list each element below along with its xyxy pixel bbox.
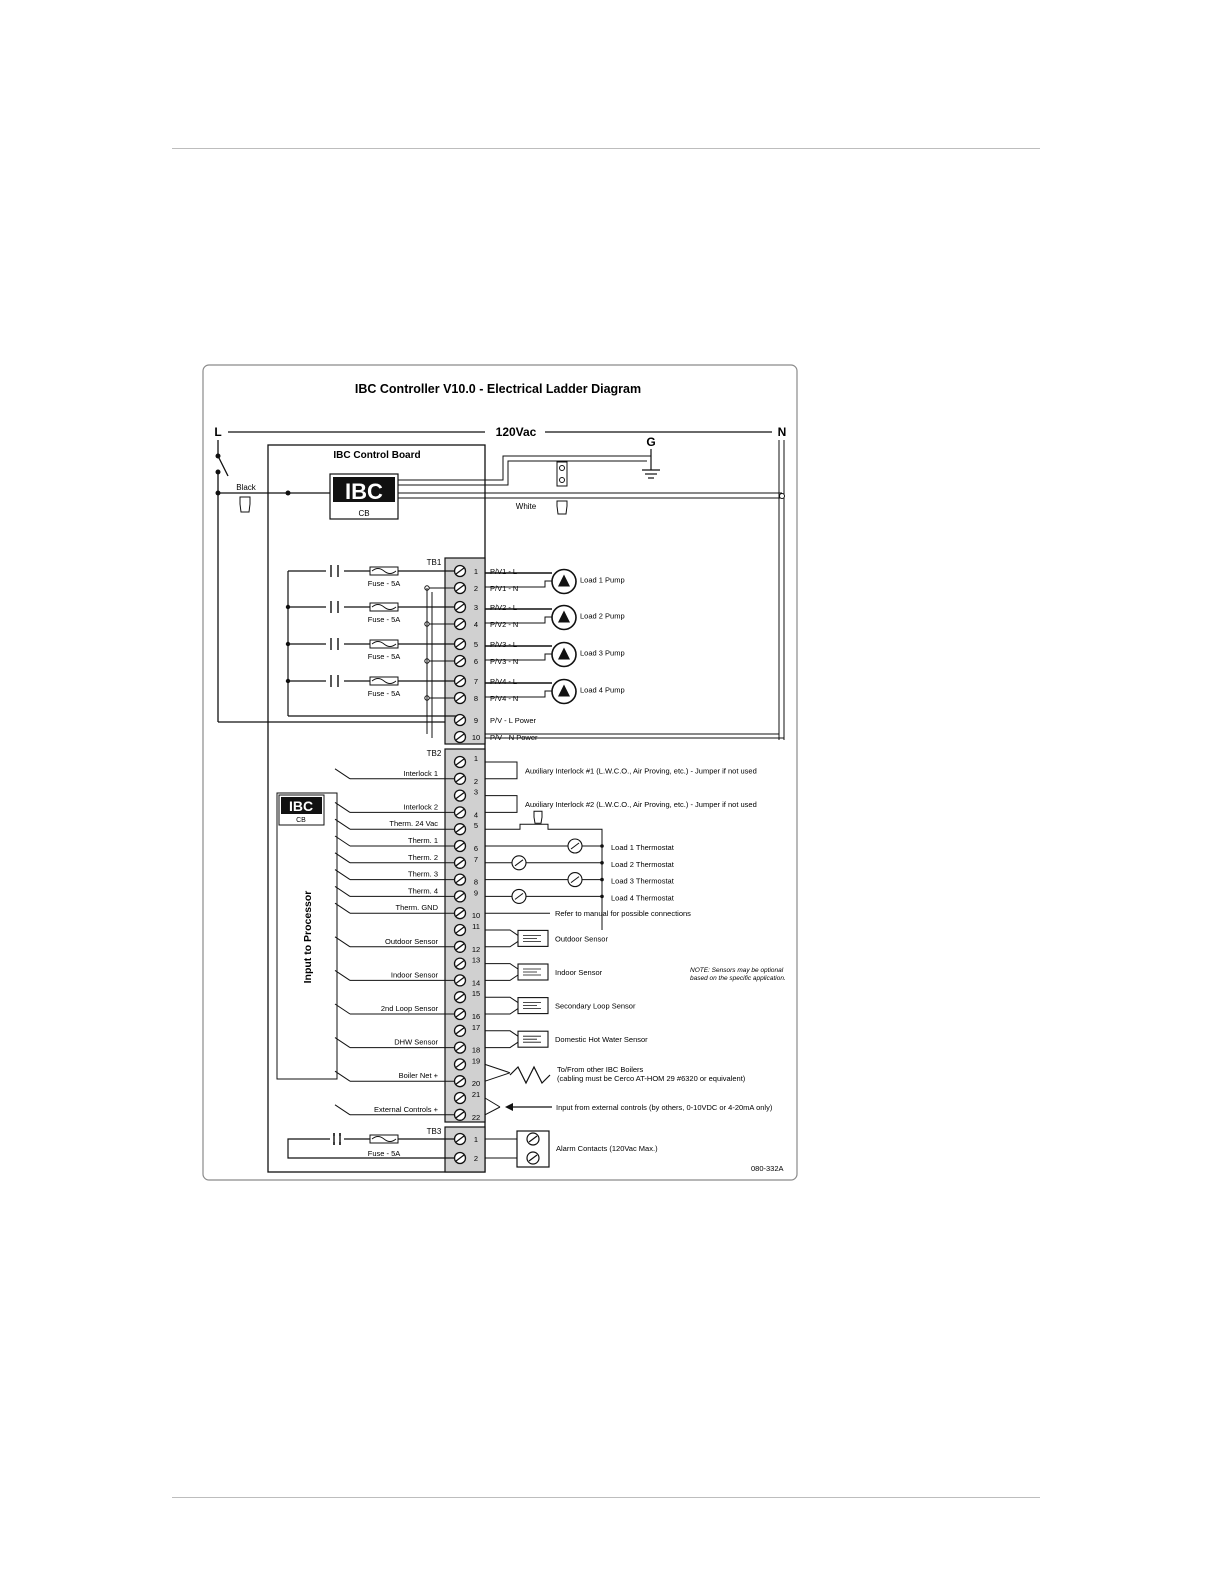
- tb1-terminal-number: 3: [473, 603, 479, 612]
- interlock-jumper: [485, 762, 517, 779]
- pump-label: Load 1 Pump: [580, 575, 625, 585]
- tb1-label: TB1: [426, 558, 442, 567]
- interlock-note: Auxiliary Interlock #2 (L.W.C.O., Air Proving, etc.) - Jumper if not used: [525, 800, 757, 809]
- thermostat-label: Load 4 Thermostat: [611, 893, 674, 903]
- boiler-net-cable-icon: [510, 1067, 550, 1083]
- interlock-jumper: [485, 796, 517, 813]
- tb2-terminal-number: 10: [471, 911, 481, 921]
- sensor-wire: [485, 1042, 518, 1047]
- control-board-label: IBC Control Board: [333, 450, 421, 461]
- fuse-label: Fuse - 5A: [367, 652, 401, 661]
- alarm-label: Alarm Contacts (120Vac Max.): [556, 1144, 658, 1153]
- external-wire: [485, 1107, 500, 1115]
- processor-logo-text: IBC: [288, 798, 314, 814]
- sensor-wire: [485, 997, 518, 1002]
- tb2-input-label: Therm. 1: [407, 836, 438, 845]
- tb2-terminal-number: 4: [473, 810, 479, 820]
- tb1-terminal-label: P/V2 - N: [490, 620, 519, 629]
- tb1-terminal-number: 8: [473, 694, 479, 703]
- sensor-wire: [485, 930, 518, 935]
- tb2-input-label: External Controls +: [374, 1104, 438, 1114]
- boiler-net-wire: [485, 1073, 510, 1081]
- tb1-terminal-label: P/V - N Power: [490, 733, 538, 742]
- tb1-terminal-label: P/V4 - N: [490, 694, 519, 703]
- tb2-terminal-number: 9: [473, 888, 479, 898]
- tb1-terminal-number: 6: [473, 657, 479, 666]
- tb3-terminal-number: 1: [473, 1135, 479, 1144]
- ground-wire-outer: [398, 456, 651, 480]
- wire-nut-therm-icon: [534, 811, 542, 823]
- thermostat-node: [600, 844, 604, 848]
- tb2-terminal-number: 6: [473, 844, 479, 853]
- fuse-label: Fuse - 5A: [367, 615, 401, 624]
- tb2-input-label: Interlock 2: [403, 802, 438, 812]
- arrow-left-icon: [505, 1103, 513, 1111]
- tb3-block: [445, 1127, 485, 1172]
- thermostat-label: Load 2 Thermostat: [611, 859, 674, 869]
- black-wire-label: Black: [236, 483, 256, 492]
- tb2-terminal-number: 12: [471, 944, 481, 954]
- wire-nut-white-icon: [557, 501, 567, 514]
- sensor-wire: [485, 1031, 518, 1036]
- pump-label: Load 2 Pump: [580, 611, 625, 621]
- tb1-terminal-label: P/V1 - N: [490, 584, 519, 593]
- tb2-terminal-number: 22: [471, 1112, 481, 1122]
- processor-label: Input to Processor: [302, 890, 314, 984]
- boiler-net-cabling-note: (cabling must be Cerco AT-HOM 29 #6320 or equivalent): [557, 1074, 746, 1083]
- tb1-terminal-label: P/V - L Power: [490, 716, 536, 725]
- capacitor-gap: [326, 637, 344, 651]
- boiler-net-wire: [485, 1064, 510, 1072]
- ground-wire-inner: [398, 461, 647, 485]
- voltage-label: 120Vac: [495, 425, 537, 439]
- pump-label: Load 3 Pump: [580, 648, 625, 658]
- tb2-input-label: Interlock 1: [403, 768, 438, 778]
- tb1-terminal-label: P/V3 - L: [490, 640, 518, 649]
- thermostat-label: Load 1 Thermostat: [611, 843, 674, 852]
- tb2-input-label: Therm. 2: [407, 852, 438, 862]
- sensor-wire: [485, 941, 518, 946]
- tb1-terminal-number: 7: [473, 677, 479, 686]
- tb2-input-leader-slant: [335, 1105, 350, 1115]
- tb2-input-label: Therm. 24 Vac: [389, 819, 438, 829]
- fuse-bus-node: [286, 679, 290, 683]
- tb2-terminal-number: 19: [471, 1056, 481, 1066]
- tb2-terminal-number: 11: [472, 922, 480, 931]
- tb1-terminal-number: 5: [473, 640, 479, 649]
- tb2-terminal-number: 1: [473, 754, 479, 763]
- tb1-terminal-number: 4: [473, 620, 479, 629]
- tb1-terminal-label: P/V1 - L: [490, 567, 518, 576]
- tb2-terminal-number: 14: [471, 978, 481, 988]
- tb2-input-leader-slant: [335, 769, 350, 779]
- tb1-terminal-number: 10: [471, 733, 481, 742]
- boiler-net-note: To/From other IBC Boilers: [557, 1065, 644, 1074]
- neutral-label: N: [777, 425, 787, 439]
- interlock-note: Auxiliary Interlock #1 (L.W.C.O., Air Proving, etc.) - Jumper if not used: [525, 766, 757, 776]
- capacitor-gap: [326, 600, 344, 614]
- pump-label: Load 4 Pump: [580, 685, 625, 695]
- tb1-terminal-label: P/V2 - L: [490, 603, 518, 612]
- fuse-label: Fuse - 5A: [367, 689, 401, 698]
- tb2-terminal-number: 2: [473, 776, 479, 786]
- tb2-terminal-number: 15: [471, 989, 481, 999]
- sensor-label: Domestic Hot Water Sensor: [555, 1035, 648, 1045]
- tb2-terminal-number: 17: [471, 1022, 481, 1032]
- white-wire-label: White: [515, 502, 537, 511]
- external-controls-note: Input from external controls (by others, 0-10VDC or 4-20mA only): [556, 1103, 773, 1112]
- tb2-terminal-number: 3: [473, 787, 479, 797]
- thermostat-node: [600, 861, 604, 865]
- external-wire: [485, 1098, 500, 1107]
- tb2-terminals: [335, 754, 773, 1122]
- tb2-terminal-number: 8: [473, 877, 479, 887]
- tb2-input-label: 2nd Loop Sensor: [380, 1004, 438, 1013]
- ibc-logo-text: IBC: [345, 479, 383, 504]
- tb2-input-label: Outdoor Sensor: [385, 936, 438, 946]
- sensor-wire: [485, 975, 518, 980]
- therm-gnd-note: Refer to manual for possible connections: [555, 909, 691, 919]
- fuse-bus-node: [286, 605, 290, 609]
- sensor-wire: [485, 964, 518, 969]
- tb2-input-label: Therm. GND: [395, 903, 438, 913]
- tb3-fuse-label: Fuse - 5A: [367, 1149, 401, 1158]
- sensor-label: Secondary Loop Sensor: [555, 1001, 636, 1011]
- sensor-note-2: based on the specific application.: [690, 975, 786, 982]
- alarm-capacitor-gap: [330, 1136, 344, 1142]
- tb2-terminal-number: 5: [473, 821, 479, 831]
- sensor-note-1: NOTE: Sensors may be optional: [690, 967, 784, 974]
- tb1-terminal-label: P/V3 - N: [490, 657, 519, 666]
- tb2-terminal-number: 21: [471, 1090, 481, 1099]
- sensor-label: Outdoor Sensor: [555, 934, 608, 944]
- sensor-wire: [485, 1009, 518, 1014]
- tb2-input-label: Indoor Sensor: [390, 970, 438, 980]
- board-node: [286, 491, 291, 496]
- tb1-terminal-label: P/V4 - L: [490, 677, 518, 686]
- cb-label: CB: [358, 509, 370, 518]
- sensor-label: Indoor Sensor: [555, 968, 603, 977]
- fuse-label: Fuse - 5A: [367, 579, 401, 588]
- ground-label: G: [646, 435, 656, 449]
- line-label: L: [214, 425, 222, 439]
- thermostat-label: Load 3 Thermostat: [611, 876, 674, 886]
- diagram-title: IBC Controller V10.0 - Electrical Ladder Diagram: [354, 382, 642, 396]
- capacitor-gap: [326, 674, 344, 688]
- tb2-input-label: DHW Sensor: [394, 1037, 438, 1047]
- tb2-label: TB2: [426, 749, 442, 758]
- tb2-terminal-number: 7: [473, 854, 479, 864]
- tb2-input-label: Therm. 3: [407, 869, 438, 879]
- tb3-label: TB3: [426, 1127, 442, 1136]
- tb2-terminal-number: 16: [471, 1012, 481, 1021]
- tb3-terminal-number: 2: [473, 1154, 479, 1163]
- tb2-terminal-number: 18: [471, 1045, 481, 1055]
- thermostat-node: [600, 878, 604, 882]
- processor-cb-label: CB: [296, 817, 306, 824]
- wire-nut-black-icon: [240, 497, 250, 512]
- tb1-terminal-number: 1: [473, 567, 479, 576]
- neutral-node: [780, 494, 785, 499]
- tb2-terminal-number: 13: [471, 955, 481, 965]
- tb2-input-label: Therm. 4: [407, 886, 438, 896]
- tb1-terminal-number: 9: [473, 716, 479, 725]
- capacitor-gap: [326, 564, 344, 578]
- thermostat-node: [600, 895, 604, 899]
- fuse-bus-node: [286, 642, 290, 646]
- tb2-terminal-number: 20: [471, 1079, 481, 1089]
- tb2-input-label: Boiler Net +: [398, 1071, 438, 1081]
- tb1-terminal-number: 2: [473, 584, 479, 593]
- drawing-number: 080-332A: [751, 1164, 784, 1173]
